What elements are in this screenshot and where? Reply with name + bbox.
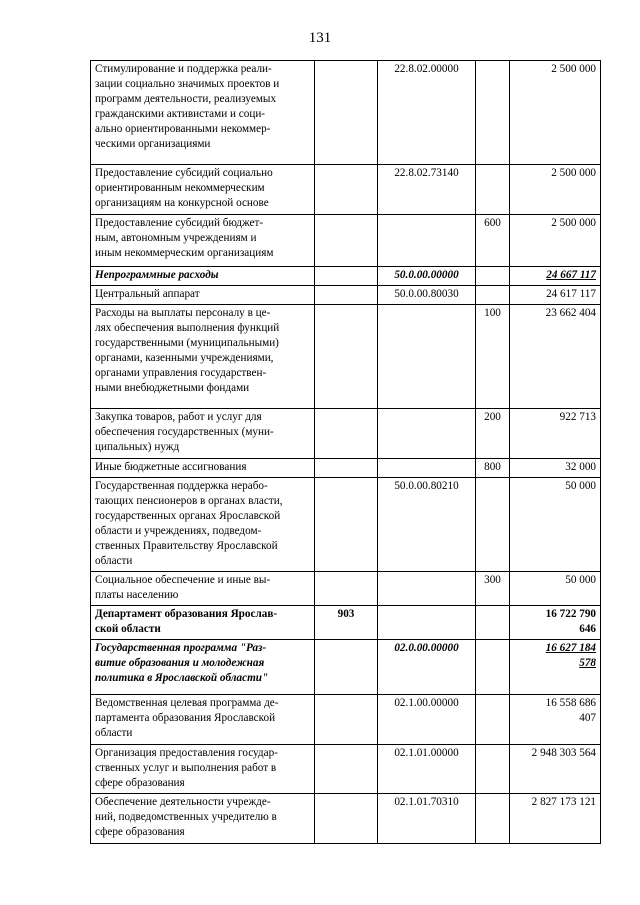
row-expense-type-text: 100 — [484, 307, 501, 319]
page-number: 131 — [308, 30, 332, 46]
row-target-article-cell — [378, 606, 476, 640]
row-target-article-text: 02.1.01.00000 — [394, 747, 459, 759]
row-name-text: Закупка товаров, работ и услуг для обеспечения государственных (муни- ципальных) нужд — [95, 411, 274, 453]
table-row — [91, 640, 601, 695]
row-amount-text: 2 948 303 564 — [531, 747, 596, 759]
row-target-article-cell — [378, 695, 476, 745]
row-target-article-text: 22.8.02.00000 — [394, 63, 459, 75]
row-target-article-cell — [378, 409, 476, 459]
row-expense-type-cell — [476, 61, 510, 165]
table-row — [91, 459, 601, 478]
table-row — [91, 572, 601, 606]
row-amount-cell — [510, 695, 601, 745]
row-target-article-text: 02.1.01.70310 — [394, 796, 459, 808]
row-amount-text: 50 000 — [565, 574, 596, 586]
row-amount-text: 24 617 117 — [546, 288, 596, 300]
row-expense-type-cell — [476, 267, 510, 286]
row-department-code-cell — [315, 478, 378, 572]
row-department-code-cell — [315, 745, 378, 794]
row-target-article-cell — [378, 215, 476, 267]
row-name-text: Обеспечение деятельности учрежде- ний, подведомственных учредителю в сфере образования — [95, 796, 277, 838]
table-row — [91, 215, 601, 267]
row-expense-type-text: 300 — [484, 574, 501, 586]
row-name-cell — [91, 745, 315, 794]
row-department-code-cell — [315, 695, 378, 745]
row-department-code-cell — [315, 572, 378, 606]
row-expense-type-cell — [476, 606, 510, 640]
row-amount-text: 2 827 173 121 — [531, 796, 596, 808]
row-amount-text: 2 500 000 — [551, 63, 596, 75]
row-target-article-cell — [378, 286, 476, 305]
row-department-code-cell — [315, 459, 378, 478]
row-amount-cell — [510, 286, 601, 305]
row-name-text: Иные бюджетные ассигнования — [95, 461, 247, 473]
row-expense-type-cell — [476, 305, 510, 409]
row-target-article-cell — [378, 745, 476, 794]
row-department-code-cell — [315, 640, 378, 695]
row-amount-text: 922 713 — [559, 411, 596, 423]
row-name-text: Государственная поддержка нерабо- тающих пенсионеров в органах власти, государственных органах Ярославской области и учреждениях, подведом- ственных Правительству Ярославской области — [95, 480, 283, 567]
table-row — [91, 61, 601, 165]
row-amount-text: 16 558 686 407 — [545, 697, 596, 724]
row-amount-cell — [510, 640, 601, 695]
row-target-article-text: 50.0.00.80030 — [394, 288, 459, 300]
row-department-code-cell — [315, 61, 378, 165]
table-row — [91, 286, 601, 305]
row-amount-cell — [510, 409, 601, 459]
row-target-article-cell — [378, 267, 476, 286]
row-target-article-cell — [378, 640, 476, 695]
row-name-cell — [91, 267, 315, 286]
row-name-cell — [91, 459, 315, 478]
row-name-cell — [91, 305, 315, 409]
budget-table-body — [91, 61, 601, 844]
row-name-cell — [91, 409, 315, 459]
row-amount-text: 2 500 000 — [551, 167, 596, 179]
row-name-cell — [91, 695, 315, 745]
row-expense-type-cell — [476, 640, 510, 695]
row-amount-text: 50 000 — [565, 480, 596, 492]
row-department-code-cell — [315, 215, 378, 267]
row-target-article-cell — [378, 305, 476, 409]
row-target-article-cell — [378, 459, 476, 478]
row-name-text: Государственная программа "Раз- витие образования и молодежная политика в Ярославской области" — [95, 642, 269, 684]
row-target-article-cell — [378, 61, 476, 165]
row-target-article-text: 02.1.00.00000 — [394, 697, 459, 709]
row-target-article-cell — [378, 794, 476, 844]
row-amount-cell — [510, 165, 601, 215]
row-target-article-cell — [378, 478, 476, 572]
row-amount-cell — [510, 572, 601, 606]
row-name-cell — [91, 794, 315, 844]
row-amount-text: 23 662 404 — [545, 307, 596, 319]
row-expense-type-cell — [476, 745, 510, 794]
row-department-code-text: 903 — [337, 608, 355, 620]
row-department-code-cell — [315, 165, 378, 215]
table-row — [91, 478, 601, 572]
table-row — [91, 695, 601, 745]
row-department-code-cell — [315, 305, 378, 409]
table-row — [91, 165, 601, 215]
row-name-text: Стимулирование и поддержка реали- зации социально значимых проектов и программ деятельности, реализуемых гражданскими активистами и соци- ально ориентированными некоммер- ческими организациями — [95, 63, 280, 150]
row-name-cell — [91, 215, 315, 267]
row-amount-text: 32 000 — [565, 461, 596, 473]
row-name-text: Организация предоставления государ- ственных услуг и выполнения работ в сфере образования — [95, 747, 278, 789]
row-amount-text: 2 500 000 — [551, 217, 596, 229]
row-amount-cell — [510, 745, 601, 794]
row-amount-cell — [510, 606, 601, 640]
row-name-text: Департамент образования Ярослав- ской области — [95, 608, 278, 635]
row-name-cell — [91, 572, 315, 606]
table-row — [91, 267, 601, 286]
row-expense-type-cell — [476, 695, 510, 745]
row-target-article-text: 50.0.00.80210 — [394, 480, 459, 492]
row-expense-type-cell — [476, 286, 510, 305]
row-target-article-text: 50.0.00.00000 — [394, 269, 459, 281]
row-name-cell — [91, 61, 315, 165]
row-expense-type-cell — [476, 478, 510, 572]
row-name-text: Предоставление субсидий бюджет- ным, автономным учреждениям и иным некоммерческим организациям — [95, 217, 274, 259]
row-amount-text: 24 667 117 — [546, 269, 596, 281]
row-expense-type-text: 200 — [484, 411, 501, 423]
row-target-article-cell — [378, 165, 476, 215]
row-target-article-text: 02.0.00.00000 — [394, 642, 459, 654]
row-expense-type-text: 600 — [484, 217, 501, 229]
row-amount-cell — [510, 267, 601, 286]
row-expense-type-cell — [476, 794, 510, 844]
table-row — [91, 794, 601, 844]
row-name-cell — [91, 606, 315, 640]
row-department-code-cell — [315, 606, 378, 640]
table-row — [91, 606, 601, 640]
row-amount-cell — [510, 794, 601, 844]
row-name-text: Расходы на выплаты персоналу в це- лях обеспечения выполнения функций государственными (муниципальными) органами, казенными учреждениями, органами управления государствен- ными внебюджетными фондами — [95, 307, 280, 394]
row-target-article-text: 22.8.02.73140 — [394, 167, 459, 179]
row-name-text: Непрограммные расходы — [95, 269, 219, 281]
row-amount-text: 16 722 790 646 — [545, 608, 596, 635]
row-expense-type-cell — [476, 409, 510, 459]
row-name-cell — [91, 478, 315, 572]
row-name-cell — [91, 640, 315, 695]
row-department-code-cell — [315, 409, 378, 459]
row-name-text: Социальное обеспечение и иные вы- платы населению — [95, 574, 271, 601]
row-target-article-cell — [378, 572, 476, 606]
row-amount-cell — [510, 215, 601, 267]
row-amount-cell — [510, 305, 601, 409]
row-name-text: Центральный аппарат — [95, 288, 200, 300]
budget-table — [90, 60, 601, 844]
row-name-text: Ведомственная целевая программа де- партамента образования Ярославской области — [95, 697, 279, 739]
row-expense-type-cell — [476, 165, 510, 215]
table-row — [91, 409, 601, 459]
row-amount-cell — [510, 478, 601, 572]
row-name-cell — [91, 286, 315, 305]
row-expense-type-cell — [476, 572, 510, 606]
row-department-code-cell — [315, 794, 378, 844]
row-amount-text: 16 627 184 578 — [545, 642, 596, 669]
table-row — [91, 745, 601, 794]
row-expense-type-text: 800 — [484, 461, 501, 473]
row-amount-cell — [510, 459, 601, 478]
row-name-cell — [91, 165, 315, 215]
row-department-code-cell — [315, 267, 378, 286]
table-row — [91, 305, 601, 409]
row-name-text: Предоставление субсидий социально ориентированным некоммерческим организациям на конкурсной основе — [95, 167, 273, 209]
row-expense-type-cell — [476, 459, 510, 478]
row-amount-cell — [510, 61, 601, 165]
row-expense-type-cell — [476, 215, 510, 267]
row-department-code-cell — [315, 286, 378, 305]
